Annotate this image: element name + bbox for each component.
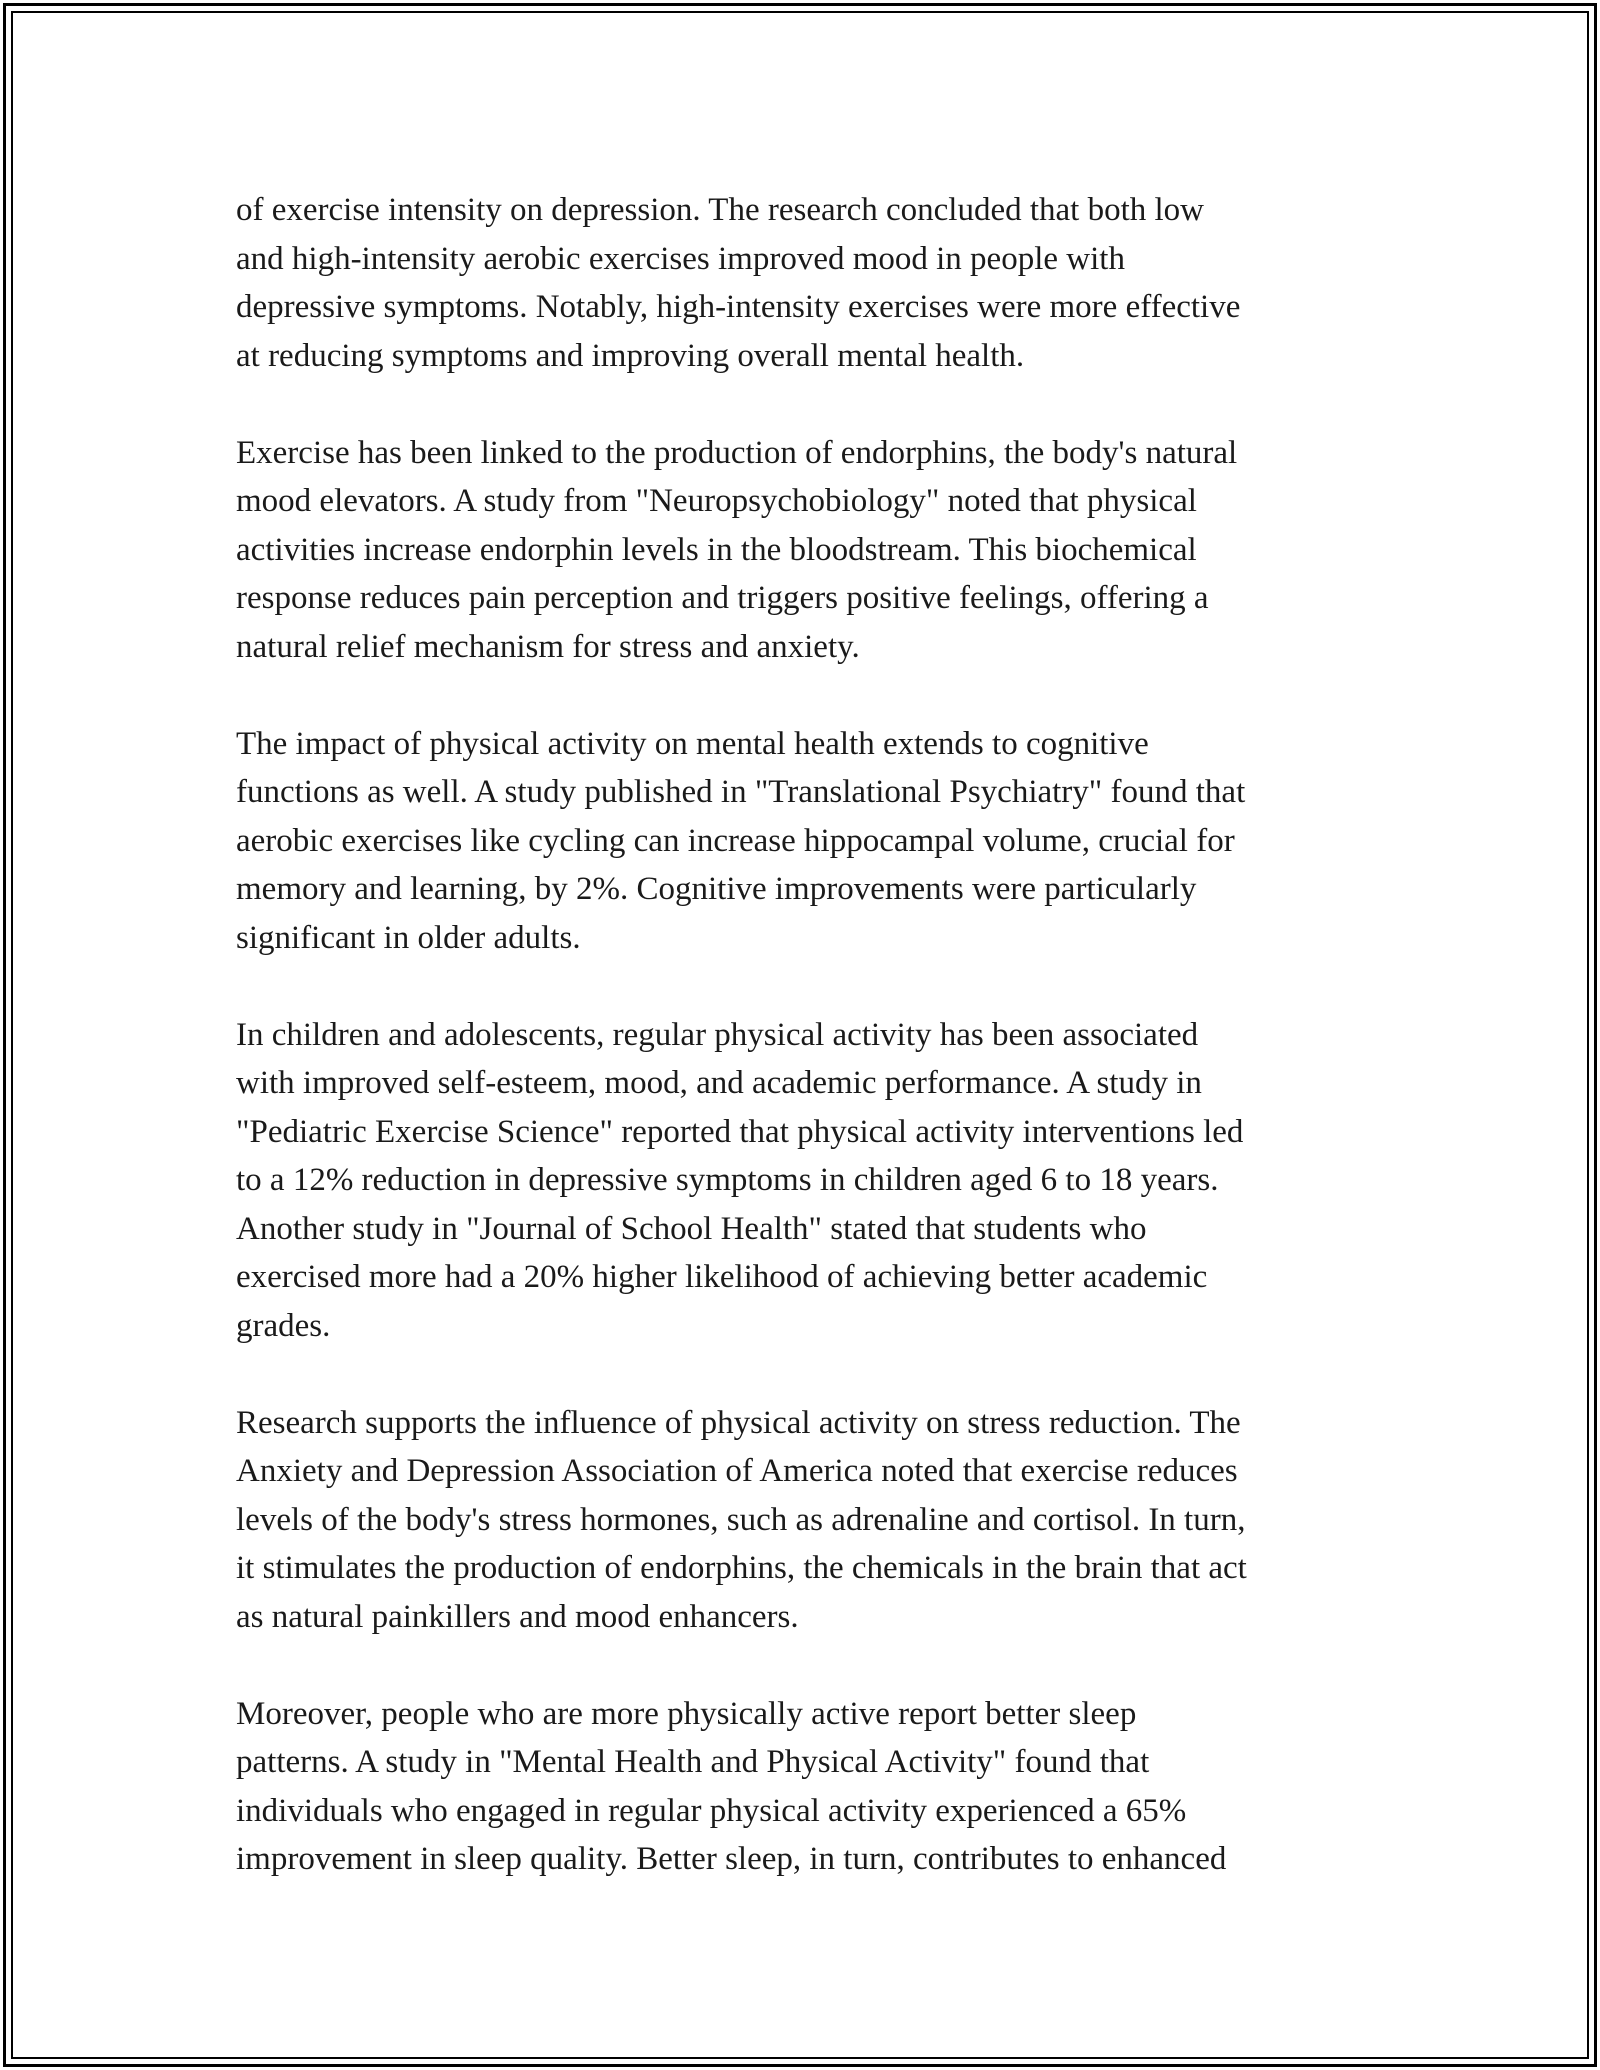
text-line: Research supports the influence of physical activity on stress reduction. The [236,1404,1241,1441]
paragraph-cognitive-functions [236,720,1386,963]
text-line: memory and learning, by 2%. Cognitive improvements were particularly [236,871,1197,907]
text-line: Anxiety and Depression Association of America noted that exercise reduces [236,1453,1238,1489]
text-line: mood elevators. A study from "Neuropsychobiology" noted that physical [236,483,1197,519]
document-body [236,186,1386,1932]
text-line: Another study in "Journal of School Health" stated that students who [236,1210,1147,1247]
text-line: exercised more had a 20% higher likelihood of achieving better academic [236,1259,1208,1295]
text-line: response reduces pain perception and triggers positive feelings, offering a [236,580,1209,616]
text-line: Moreover, people who are more physically active report better sleep [236,1695,1137,1732]
text-line: activities increase endorphin levels in the bloodstream. This biochemical [236,531,1197,568]
text-line: at reducing symptoms and improving overall mental health. [236,337,1025,374]
text-line: to a 12% reduction in depressive symptoms in children aged 6 to 18 years. [236,1162,1219,1198]
text-line: as natural painkillers and mood enhancers. [236,1598,799,1635]
text-line: "Pediatric Exercise Science" reported that physical activity interventions led [236,1113,1244,1150]
text-line: individuals who engaged in regular physical activity experienced a 65% [236,1792,1187,1829]
text-line: of exercise intensity on depression. The research concluded that both low [236,192,1205,228]
text-line: and high-intensity aerobic exercises improved mood in people with [236,240,1125,277]
text-line: natural relief mechanism for stress and anxiety. [236,628,860,665]
text-line: it stimulates the production of endorphins, the chemicals in the brain that act [236,1550,1247,1586]
text-line: Exercise has been linked to the production of endorphins, the body's natural [236,434,1238,471]
text-line: levels of the body's stress hormones, such as adrenaline and cortisol. In turn, [236,1501,1246,1538]
paragraph-children-adolescents [236,1011,1386,1351]
text-line: aerobic exercises like cycling can increase hippocampal volume, crucial for [236,822,1235,859]
paragraph-sleep-patterns [236,1690,1386,1884]
text-line: with improved self-esteem, mood, and academic performance. A study in [236,1065,1202,1101]
text-line: patterns. A study in "Mental Health and Physical Activity" found that [236,1744,1150,1780]
text-line: grades. [236,1307,331,1344]
paragraph-exercise-intensity [236,186,1386,380]
text-line: functions as well. A study published in "Translational Psychiatry" found that [236,774,1246,810]
text-line: significant in older adults. [236,919,581,956]
text-line: The impact of physical activity on mental health extends to cognitive [236,725,1149,762]
text-line: improvement in sleep quality. Better sleep, in turn, contributes to enhanced [236,1841,1227,1877]
text-line: depressive symptoms. Notably, high-intensity exercises were more effective [236,289,1241,325]
paragraph-stress-reduction [236,1399,1386,1642]
paragraph-endorphins [236,429,1386,672]
text-line: In children and adolescents, regular physical activity has been associated [236,1016,1199,1053]
